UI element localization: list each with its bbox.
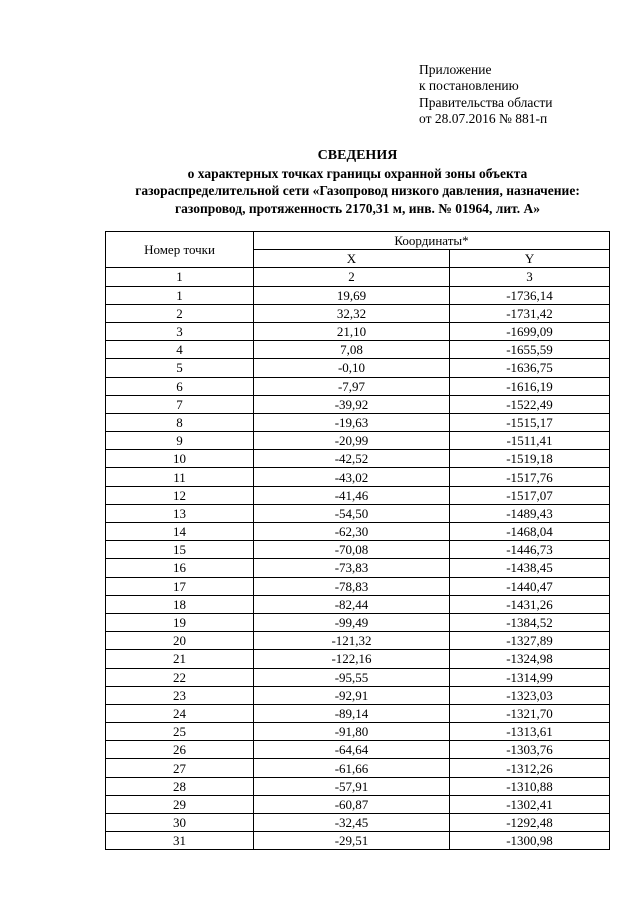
table-row xyxy=(106,704,610,722)
table-row xyxy=(106,359,610,377)
table-row xyxy=(106,377,610,395)
x-coordinate-cell: -60,87 xyxy=(254,795,450,813)
point-number-cell: 22 xyxy=(106,668,254,686)
y-coordinate-cell: -1468,04 xyxy=(450,523,610,541)
y-coordinate-cell: -1314,99 xyxy=(450,668,610,686)
header-coordinates: Координаты* xyxy=(254,232,610,250)
y-coordinate-cell: -1519,18 xyxy=(450,450,610,468)
table-row xyxy=(106,395,610,413)
document-subtitle xyxy=(0,165,640,217)
appendix-line: к постановлению xyxy=(419,78,519,94)
point-number-cell: 27 xyxy=(106,759,254,777)
y-coordinate-cell: -1303,76 xyxy=(450,741,610,759)
point-number-cell: 26 xyxy=(106,741,254,759)
point-number-cell: 6 xyxy=(106,377,254,395)
table-row xyxy=(106,595,610,613)
y-coordinate-cell: -1312,26 xyxy=(450,759,610,777)
table-row xyxy=(106,432,610,450)
point-number-cell: 10 xyxy=(106,450,254,468)
x-coordinate-cell: -62,30 xyxy=(254,523,450,541)
y-coordinate-cell: -1310,88 xyxy=(450,777,610,795)
y-coordinate-cell: -1517,07 xyxy=(450,486,610,504)
document-title: СВЕДЕНИЯ xyxy=(317,148,398,163)
x-coordinate-cell: -54,50 xyxy=(254,504,450,522)
x-coordinate-cell: 21,10 xyxy=(254,322,450,340)
index-cell: 3 xyxy=(450,268,610,286)
point-number-cell: 2 xyxy=(106,304,254,322)
y-coordinate-cell: -1489,43 xyxy=(450,504,610,522)
point-number-cell: 31 xyxy=(106,832,254,850)
appendix-line: от 28.07.2016 № 881-п xyxy=(419,110,548,126)
table-row xyxy=(106,741,610,759)
x-coordinate-cell: -39,92 xyxy=(254,395,450,413)
x-coordinate-cell: -122,16 xyxy=(254,650,450,668)
table-row xyxy=(106,650,610,668)
subtitle-line: о характерных точках границы охранной зоны объекта xyxy=(187,166,528,181)
table-row xyxy=(106,468,610,486)
y-coordinate-cell: -1431,26 xyxy=(450,595,610,613)
y-coordinate-cell: -1511,41 xyxy=(450,432,610,450)
x-coordinate-cell: -78,83 xyxy=(254,577,450,595)
table-row xyxy=(106,814,610,832)
point-number-cell: 17 xyxy=(106,577,254,595)
point-number-cell: 5 xyxy=(106,359,254,377)
y-coordinate-cell: -1384,52 xyxy=(450,613,610,631)
y-coordinate-cell: -1515,17 xyxy=(450,413,610,431)
point-number-cell: 11 xyxy=(106,468,254,486)
index-cell: 2 xyxy=(254,268,450,286)
point-number-cell: 8 xyxy=(106,413,254,431)
table-row xyxy=(106,523,610,541)
table-row xyxy=(106,723,610,741)
y-coordinate-cell: -1323,03 xyxy=(450,686,610,704)
x-coordinate-cell: -41,46 xyxy=(254,486,450,504)
y-coordinate-cell: -1300,98 xyxy=(450,832,610,850)
table-row xyxy=(106,759,610,777)
table-row xyxy=(106,541,610,559)
x-coordinate-cell: -32,45 xyxy=(254,814,450,832)
point-number-cell: 13 xyxy=(106,504,254,522)
point-number-cell: 24 xyxy=(106,704,254,722)
header-point-number: Номер точки xyxy=(106,232,254,268)
point-number-cell: 9 xyxy=(106,432,254,450)
y-coordinate-cell: -1324,98 xyxy=(450,650,610,668)
x-coordinate-cell: -42,52 xyxy=(254,450,450,468)
table-body xyxy=(106,286,610,850)
subtitle-line: газораспределительной сети «Газопровод низкого давления, назначение: xyxy=(135,183,580,199)
appendix-block xyxy=(419,62,552,127)
x-coordinate-cell: -121,32 xyxy=(254,632,450,650)
header-x: X xyxy=(254,250,450,268)
table-row xyxy=(106,777,610,795)
point-number-cell: 1 xyxy=(106,286,254,304)
x-coordinate-cell: -57,91 xyxy=(254,777,450,795)
x-coordinate-cell: -61,66 xyxy=(254,759,450,777)
table-row xyxy=(106,668,610,686)
x-coordinate-cell: -95,55 xyxy=(254,668,450,686)
table-header-row xyxy=(106,232,610,250)
point-number-cell: 21 xyxy=(106,650,254,668)
y-coordinate-cell: -1440,47 xyxy=(450,577,610,595)
y-coordinate-cell: -1636,75 xyxy=(450,359,610,377)
x-coordinate-cell: 32,32 xyxy=(254,304,450,322)
table-row xyxy=(106,413,610,431)
table-row xyxy=(106,832,610,850)
x-coordinate-cell: 7,08 xyxy=(254,341,450,359)
appendix-line: Приложение xyxy=(419,62,492,77)
point-number-cell: 7 xyxy=(106,395,254,413)
table-index-row xyxy=(106,268,610,286)
point-number-cell: 16 xyxy=(106,559,254,577)
table-row xyxy=(106,322,610,340)
table-row xyxy=(106,341,610,359)
x-coordinate-cell: -82,44 xyxy=(254,595,450,613)
x-coordinate-cell: -92,91 xyxy=(254,686,450,704)
table-row xyxy=(106,577,610,595)
point-number-cell: 25 xyxy=(106,723,254,741)
subtitle-line: газопровод, протяженность 2170,31 м, инв. № 01964, лит. А» xyxy=(175,200,540,216)
x-coordinate-cell: -20,99 xyxy=(254,432,450,450)
point-number-cell: 12 xyxy=(106,486,254,504)
y-coordinate-cell: -1699,09 xyxy=(450,322,610,340)
y-coordinate-cell: -1302,41 xyxy=(450,795,610,813)
point-number-cell: 3 xyxy=(106,322,254,340)
y-coordinate-cell: -1327,89 xyxy=(450,632,610,650)
x-coordinate-cell: -70,08 xyxy=(254,541,450,559)
x-coordinate-cell: -29,51 xyxy=(254,832,450,850)
y-coordinate-cell: -1655,59 xyxy=(450,341,610,359)
y-coordinate-cell: -1446,73 xyxy=(450,541,610,559)
point-number-cell: 14 xyxy=(106,523,254,541)
y-coordinate-cell: -1522,49 xyxy=(450,395,610,413)
y-coordinate-cell: -1321,70 xyxy=(450,704,610,722)
y-coordinate-cell: -1736,14 xyxy=(450,286,610,304)
y-coordinate-cell: -1438,45 xyxy=(450,559,610,577)
table-row xyxy=(106,486,610,504)
point-number-cell: 19 xyxy=(106,613,254,631)
header-y: Y xyxy=(450,250,610,268)
appendix-line: Правительства области xyxy=(419,94,553,110)
x-coordinate-cell: 19,69 xyxy=(254,286,450,304)
table-row xyxy=(106,304,610,322)
point-number-cell: 30 xyxy=(106,814,254,832)
point-number-cell: 28 xyxy=(106,777,254,795)
point-number-cell: 15 xyxy=(106,541,254,559)
x-coordinate-cell: -7,97 xyxy=(254,377,450,395)
point-number-cell: 23 xyxy=(106,686,254,704)
table-row xyxy=(106,559,610,577)
x-coordinate-cell: -19,63 xyxy=(254,413,450,431)
point-number-cell: 4 xyxy=(106,341,254,359)
x-coordinate-cell: -43,02 xyxy=(254,468,450,486)
point-number-cell: 20 xyxy=(106,632,254,650)
point-number-cell: 18 xyxy=(106,595,254,613)
table-row xyxy=(106,632,610,650)
x-coordinate-cell: -89,14 xyxy=(254,704,450,722)
y-coordinate-cell: -1731,42 xyxy=(450,304,610,322)
table-row xyxy=(106,686,610,704)
table-row xyxy=(106,613,610,631)
table-row xyxy=(106,795,610,813)
point-number-cell: 29 xyxy=(106,795,254,813)
x-coordinate-cell: -91,80 xyxy=(254,723,450,741)
coordinates-table xyxy=(105,231,610,850)
table-row xyxy=(106,504,610,522)
x-coordinate-cell: -99,49 xyxy=(254,613,450,631)
table-row xyxy=(106,286,610,304)
y-coordinate-cell: -1517,76 xyxy=(450,468,610,486)
x-coordinate-cell: -0,10 xyxy=(254,359,450,377)
table-row xyxy=(106,450,610,468)
x-coordinate-cell: -64,64 xyxy=(254,741,450,759)
y-coordinate-cell: -1313,61 xyxy=(450,723,610,741)
index-cell: 1 xyxy=(106,268,254,286)
y-coordinate-cell: -1616,19 xyxy=(450,377,610,395)
x-coordinate-cell: -73,83 xyxy=(254,559,450,577)
y-coordinate-cell: -1292,48 xyxy=(450,814,610,832)
